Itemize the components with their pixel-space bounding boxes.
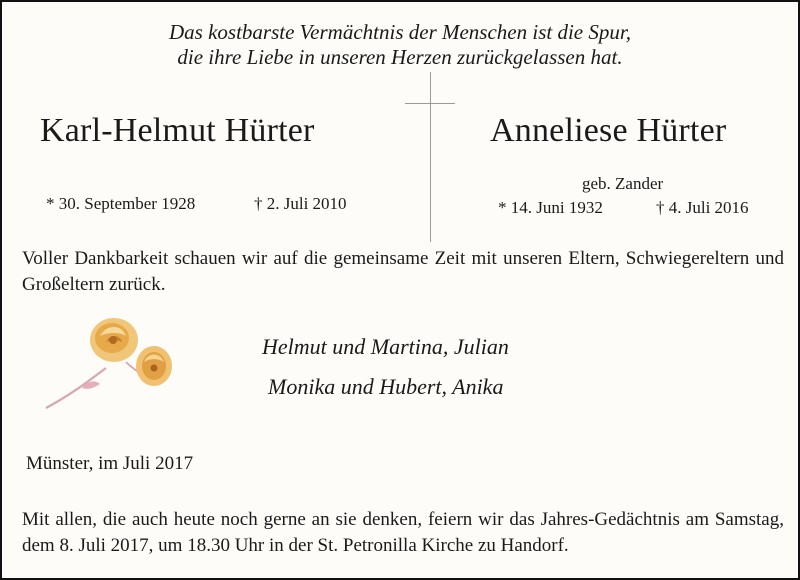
rose-stem: [46, 368, 106, 408]
family-line-1: Helmut und Martina, Julian: [262, 334, 509, 359]
rose-bloom-2: [136, 346, 172, 386]
left-person-born: * 30. September 1928: [46, 194, 196, 213]
place-date: Münster, im Juli 2017: [26, 453, 194, 474]
family-line-2: Monika und Hubert, Anika: [268, 374, 504, 399]
right-person-died: † 4. Juli 2016: [656, 198, 749, 217]
gratitude-text: Voller Dankbarkeit schauen wir auf die gemeinsame Zeit mit unseren Eltern, Schwiegereltern und Großeltern zurück.: [22, 248, 784, 295]
motto-line-2: die ihre Liebe in unseren Herzen zurückgelassen hat.: [177, 45, 623, 69]
motto-line-1: Das kostbarste Vermächtnis der Menschen ist die Spur,: [169, 20, 631, 44]
left-person-name: Karl-Helmut Hürter: [40, 112, 315, 149]
rose-illustration: [42, 310, 182, 414]
cross-bar: [405, 103, 455, 104]
right-person-maiden-name: geb. Zander: [582, 174, 664, 193]
cross-icon: [430, 72, 431, 242]
left-person-died: † 2. Juli 2010: [254, 194, 347, 213]
rose-bloom-1: [90, 318, 138, 362]
right-person-born: * 14. Juni 1932: [498, 198, 603, 217]
memorial-service-text: Mit allen, die auch heute noch gerne an sie denken, feiern wir das Jahres-Gedächtnis am Samstag, dem 8. Juli 2017, um 18.30 Uhr in der St. Petronilla Kirche zu Handorf.: [22, 509, 784, 556]
right-person-name: Anneliese Hürter: [490, 112, 727, 149]
